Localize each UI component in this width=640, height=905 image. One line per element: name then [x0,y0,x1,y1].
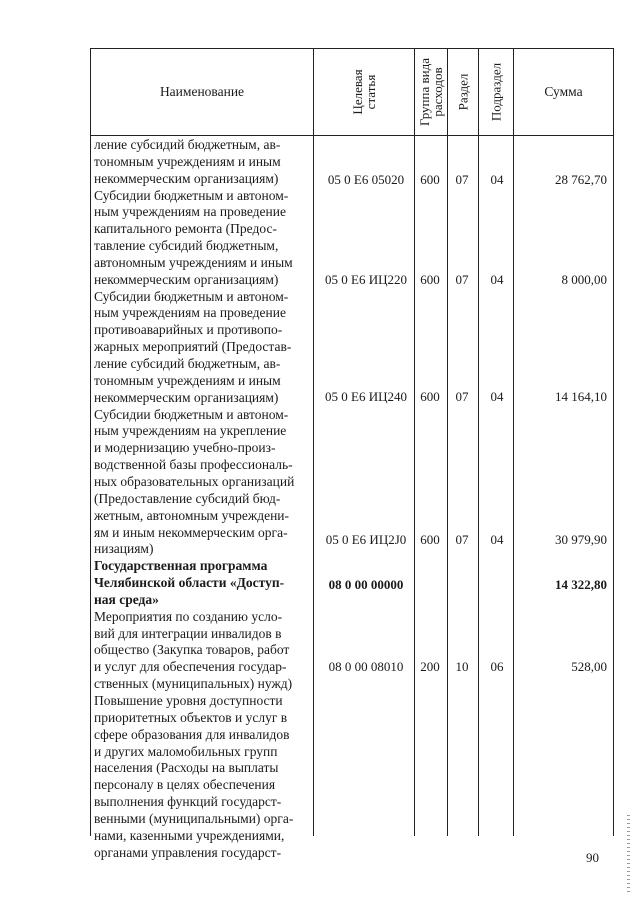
row-section-5: 10 [455,659,469,674]
row-subsection-5: 06 [490,659,504,674]
row-subsection-3: 04 [490,532,504,547]
header-section: Раздел [455,73,471,111]
row-code-0: 05 0 Е6 05020 [327,172,405,187]
page-number: 90 [586,850,599,865]
row-name-0: ление субсидий бюджетным, ав- тономным учреждениям и иным некоммерческим организациям) [94,137,281,186]
row-group-0: 600 [420,172,440,187]
header-group: Группа вида расходов [417,58,445,126]
row-code-5: 08 0 00 08010 [328,659,404,674]
row-sum-1: 8 000,00 [561,272,607,287]
row-name-2: Субсидии бюджетным и автоном- ным учреждениям на проведение противоаварийных и противопо- жарных мероприятий (Предостав- ление субсидий бюджетным, ав- тономным учреждениям и иным некоммерческим организациям) [94,288,292,405]
row-name-3: Субсидии бюджетным и автоном- ным учреждениям на укрепление и модернизацию учебно-произ- водственной базы профессиональ- ных образовательных организаций (Предоставление субсидий бюд- жетным, автономным учреждени- ям и иным некоммерческим орга- низациям) [94,406,295,557]
header-target: Целевая статья [350,69,378,115]
row-code-2: 05 0 Е6 ИЦ240 [325,389,407,404]
row-section-1: 07 [455,272,469,287]
col-divider [313,49,314,836]
row-section-2: 07 [455,389,469,404]
budget-table [90,48,614,860]
row-subsection-2: 04 [490,389,504,404]
header-subsection: Подраздел [488,62,504,122]
col-divider [478,49,479,836]
row-subsection-0: 04 [490,172,504,187]
row-name-5: Мероприятия по созданию усло- вий для интеграции инвалидов в общество (Закупка товаров, работ и услуг для обеспечения государ- ственных (муниципальных) нужд) [94,608,293,692]
col-divider [447,49,448,836]
row-code-4: 08 0 00 00000 [328,577,404,592]
header-divider [91,135,613,136]
row-section-3: 07 [455,532,469,547]
col-divider [513,49,514,836]
row-sum-0: 28 762,70 [555,172,607,187]
row-name-4: Государственная программа Челябинской области «Доступ- ная среда» [94,558,285,607]
row-sum-4: 14 322,80 [555,577,607,592]
row-group-2: 600 [420,389,440,404]
row-sum-5: 528,00 [571,659,607,674]
scan-edge-mark [627,815,630,895]
col-divider [414,49,415,836]
row-code-3: 05 0 Е6 ИЦ2J0 [325,532,407,547]
row-group-3: 600 [420,532,440,547]
row-code-1: 05 0 Е6 ИЦ220 [325,272,407,287]
row-sum-3: 30 979,90 [555,532,607,547]
row-subsection-1: 04 [490,272,504,287]
header-sum: Сумма [544,84,583,99]
row-sum-2: 14 164,10 [555,389,607,404]
row-name-6: Повышение уровня доступности приоритетных объектов и услуг в сфере образования для инвалидов и других маломобильных групп населения (Расходы на выплаты персоналу в целях обеспечения выполнения функций государст- венными (муниципальными) орга- нами, казенными учреждениями, органами управления государст- [94,693,294,860]
row-group-5: 200 [420,659,440,674]
row-section-0: 07 [455,172,469,187]
header-name: Наименование [159,84,245,99]
row-group-1: 600 [420,272,440,287]
row-name-1: Субсидии бюджетным и автоном- ным учреждениям на проведение капитального ремонта (Предос- тавление субсидий бюджетным, автономным учреждениям и иным некоммерческим организациям) [94,187,293,287]
